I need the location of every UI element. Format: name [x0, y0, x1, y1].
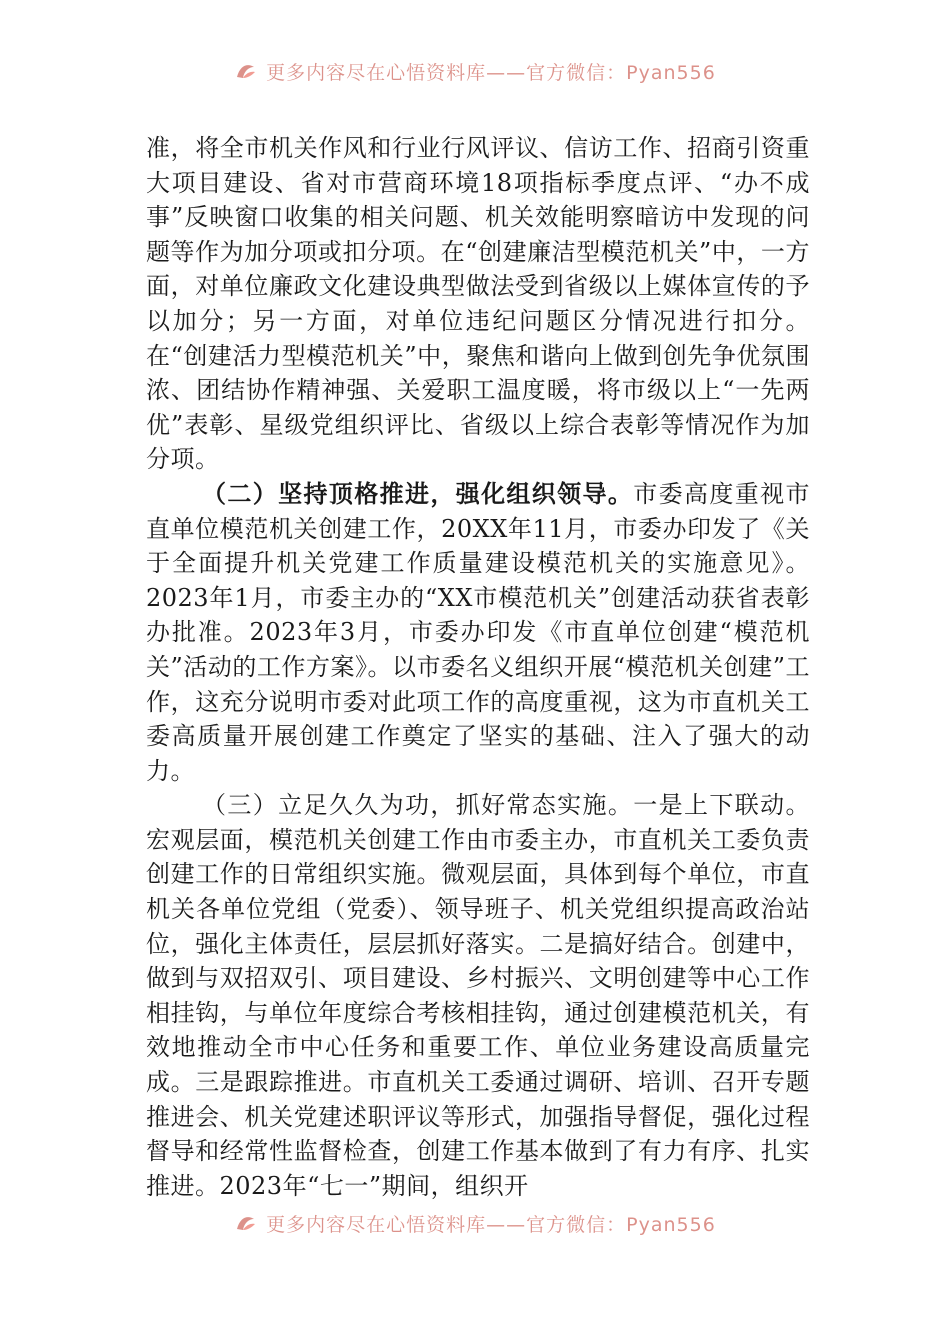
- watermark-text: 更多内容尽在心悟资料库——官方微信：Pyan556: [266, 1213, 716, 1236]
- section-two-heading: （二）坚持顶格推进，强化组织领导。: [202, 478, 634, 508]
- paragraph-section-two: [146, 477, 810, 788]
- watermark-footer: [0, 1206, 950, 1240]
- watermark-logo-icon: [234, 1211, 258, 1235]
- section-two-text: 市委高度重视市直单位模范机关创建工作，20XX年11月，市委办印发了《关于全面提升机关党建工作质量建设模范机关的实施意见》。2023年1月，市委主办的“XX市模范机关”创建活动获省表彰办批准。2023年3月，市委办印发《市直单位创建“模范机关”活动的工作方案》。以市委名义组织开展“模范机关创建”工作，这充分说明市委对此项工作的高度重视，这为市直机关工委高质量开展创建工作奠定了坚实的基础、注入了强大的动力。: [146, 479, 810, 785]
- watermark-header: [0, 54, 950, 88]
- watermark-text: 更多内容尽在心悟资料库——官方微信：Pyan556: [266, 61, 716, 84]
- paragraph-section-three: （三）立足久久为功，抓好常态实施。一是上下联动。宏观层面，模范机关创建工作由市委主办，市直机关工委负责创建工作的日常组织实施。微观层面，具体到每个单位，市直机关各单位党组（党委）、领导班子、机关党组织提高政治站位，强化主体责任，层层抓好落实。二是搞好结合。创建中，做到与双招双引、项目建设、乡村振兴、文明创建等中心工作相挂钩，与单位年度综合考核相挂钩，通过创建模范机关，有效地推动全市中心任务和重要工作、单位业务建设高质量完成。三是跟踪推进。市直机关工委通过调研、培训、召开专题推进会、机关党建述职评议等形式，加强指导督促，强化过程督导和经常性监督检查，创建工作基本做到了有力有序、扎实推进。2023年“七一”期间，组织开: [146, 791, 810, 1200]
- document-body: [146, 131, 810, 1203]
- paragraph-continuation: 准，将全市机关作风和行业行风评议、信访工作、招商引资重大项目建设、省对市营商环境18项指标季度点评、“办不成事”反映窗口收集的相关问题、机关效能明察暗访中发现的问题等作为加分项或扣分项。在“创建廉洁型模范机关”中，一方面，对单位廉政文化建设典型做法受到省级以上媒体宣传的予以加分；另一方面，对单位违纪问题区分情况进行扣分。在“创建活力型模范机关”中，聚焦和谐向上做到创先争优氛围浓、团结协作精神强、关爱职工温度暖，将市级以上“一先两优”表彰、星级党组织评比、省级以上综合表彰等情况作为加分项。: [146, 134, 810, 474]
- watermark-logo-icon: [234, 59, 258, 83]
